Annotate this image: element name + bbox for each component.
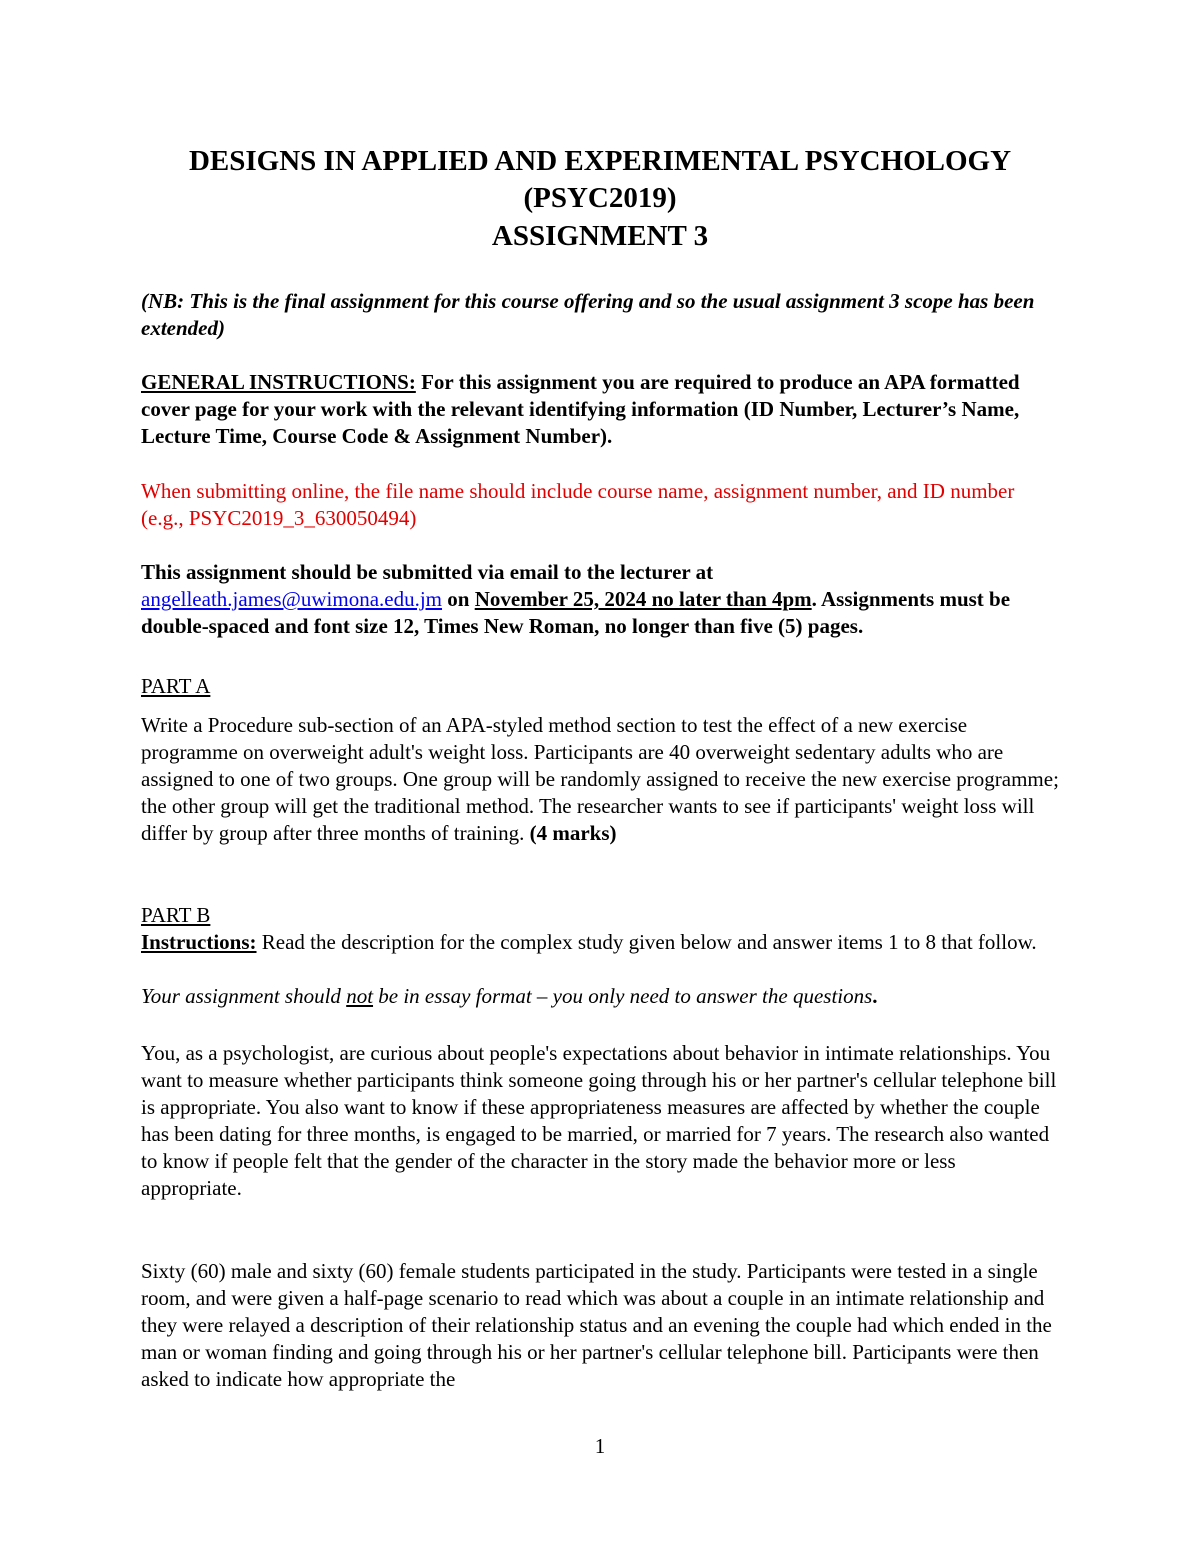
filename-note: When submitting online, the file name should include course name, assignment number, and ID number (e.g., PSYC2019_3_630050494) [141,479,1015,530]
nb-note: (NB: This is the final assignment for this course offering and so the usual assignment 3 scope has been extended) [141,289,1035,340]
title-line-2: (PSYC2019) [523,182,677,214]
format-note-not: not [346,984,374,1008]
part-a-marks: (4 marks) [529,821,617,845]
part-b-instructions-label: Instructions: [141,930,257,954]
general-instructions-label: GENERAL INSTRUCTIONS: [141,370,416,394]
general-instructions [141,369,1061,450]
part-a-body: Write a Procedure sub-section of an APA-styled method section to test the effect of a new exercise programme on overweight adult's weight loss. Participants are 40 overweight sedentary adults who are assigned to one of two groups. One group will be randomly assigned to receive the new exercise programme; the other group will get the traditional method. The researcher wants to see if participants' weight loss will differ by group after three months of training. [141,713,1059,845]
page-number: 1 [594,1434,606,1458]
title-line-3: ASSIGNMENT 3 [491,220,709,252]
format-note-end: be in essay format – you only need to answer the questions [373,984,873,1008]
submission-intro: This assignment should be submitted via email to the lecturer at [141,560,714,584]
general-instructions-text: For this assignment you are required to produce an APA formatted cover page for your work with the relevant identifying information (ID Number, Lecturer’s Name, Lecture Time, Course Code & Assignment Number). [141,370,1020,448]
format-note-period: . [872,984,878,1008]
part-b-instructions-text: Read the description for the complex study given below and answer items 1 to 8 that follow. [256,930,1037,954]
part-b-instructions [141,929,1061,956]
submission-rest: . Assignments must be double-spaced and font size 12, Times New Roman, no longer than five (5) pages. [141,587,1011,638]
submission-instructions [141,559,1061,640]
submission-on: on [442,587,475,611]
study-paragraph-1: You, as a psychologist, are curious about people's expectations about behavior in intimate relationships. You want to measure whether participants think someone going through his or her partner's cellular telephone bill is appropriate. You also want to know if these appropriateness measures are affected by whether the couple has been dating for three months, is engaged to be married, or married for 7 years. The research also wanted to know if people felt that the gender of the character in the story made the behavior more or less appropriate. [141,1041,1057,1200]
part-b-format-note [141,983,1061,1010]
submission-deadline: November 25, 2024 no later than 4pm [474,587,812,611]
format-note-start: Your assignment should [141,984,347,1008]
lecturer-email-link[interactable]: angelleath.james@uwimona.edu.jm [141,587,443,611]
study-paragraph-2: Sixty (60) male and sixty (60) female students participated in the study. Participants were tested in a single room, and were given a half-page scenario to read which was about a couple in an intimate relationship and they were relayed a description of their relationship status and an evening the couple had which ended in the man or woman finding and going through his or her partner's cellular telephone bill. Participants were then asked to indicate how appropriate the [141,1259,1052,1391]
part-a-text [141,712,1061,847]
part-b-heading: PART B [141,903,211,927]
part-a-heading: PART A [141,674,211,698]
title-line-1: DESIGNS IN APPLIED AND EXPERIMENTAL PSYCHOLOGY [188,145,1012,177]
